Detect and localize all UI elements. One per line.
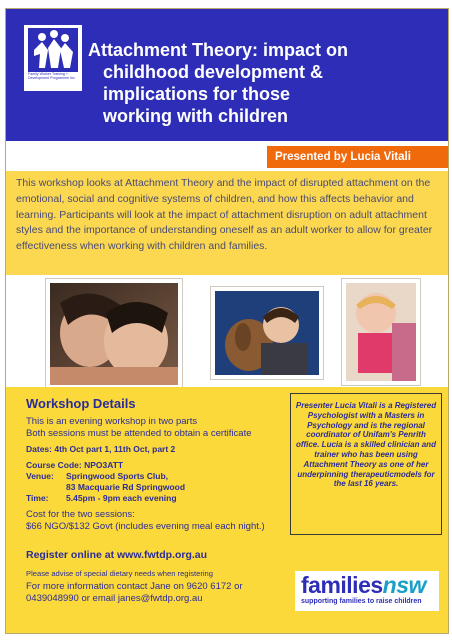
workshop-line-2: Both sessions must be attended to obtain a certificate xyxy=(26,428,252,439)
contact-info: For more information contact Jane on 9620 6172 or 0439048990 or email janes@fwtdp.org.au xyxy=(26,581,243,604)
venue-line-2: 83 Macquarie Rd Springwood xyxy=(66,482,186,492)
photo-toddler xyxy=(342,279,420,385)
dates-value: 4th Oct part 1, 11th Oct, part 2 xyxy=(54,444,176,454)
photo-mother-child xyxy=(46,279,182,389)
workshop-details-heading: Workshop Details xyxy=(26,396,136,411)
people-logo-icon xyxy=(28,28,78,72)
mother-child-image xyxy=(50,283,178,385)
venue-label: Venue: xyxy=(26,471,54,481)
title-line: childhood development & xyxy=(103,62,324,82)
photo-boy-dog xyxy=(211,287,323,379)
title-line: working with children xyxy=(103,106,289,126)
logo-caption: Family Worker Training + Development Programme Inc xyxy=(28,72,75,81)
dates-row xyxy=(26,444,175,455)
register-link[interactable]: Register online at www.fwtdp.org.au xyxy=(26,549,208,561)
venue-line-2-row xyxy=(66,482,185,493)
cost-line-1: Cost for the two sessions: xyxy=(26,509,135,520)
families-nsw-wordmark xyxy=(301,572,426,598)
families-word: families xyxy=(301,572,383,598)
toddler-image xyxy=(346,283,416,381)
boy-dog-image xyxy=(215,291,319,375)
time-value: 5.45pm - 9pm each evening xyxy=(66,493,177,503)
time-label: Time: xyxy=(26,493,49,503)
page-title xyxy=(88,39,442,127)
presented-by-banner: Presented by Lucia Vitali xyxy=(267,146,448,168)
dates-label: Dates: xyxy=(26,444,52,454)
presenter-bio-box xyxy=(290,393,442,535)
workshop-details-section xyxy=(6,387,448,633)
fwtdp-logo xyxy=(24,25,82,91)
intro-section xyxy=(6,171,448,275)
venue-line-1: Springwood Sports Club, xyxy=(66,471,168,481)
header-banner xyxy=(6,9,448,141)
dietary-note: Please advise of special dietary needs when registering xyxy=(26,569,213,578)
presenter-bio: Presenter Lucia Vitali is a Registered Psychologist with a Masters in Psychology and is the regional coordinator of Unifam's Penrith office. Lucia is a skilled clinician and trainer who has been using Attachment Theory as one of her underpinning therapeuticmodels for the last 16 years. xyxy=(295,401,437,489)
families-nsw-logo xyxy=(295,571,439,611)
title-line: implications for those xyxy=(103,84,291,104)
course-code: Course Code: NPO3ATT xyxy=(26,460,124,470)
venue-row xyxy=(26,471,168,482)
flyer-page xyxy=(5,8,449,634)
title-line: Attachment Theory: impact on xyxy=(88,40,349,60)
families-nsw-tagline: supporting families to raise children xyxy=(301,598,422,605)
nsw-word: nsw xyxy=(382,572,426,598)
intro-text: This workshop looks at Attachment Theory and the impact of disrupted attachment on the emotional, social and cognitive systems of children, and how this affects behavior and learning. Participants will look at the impact of attachment disruption on adult attachment styles and the importance of understanding oneself as an adult worker to allow for greater effectiveness when working with children and families. xyxy=(16,177,433,253)
workshop-line-1: This is an evening workshop in two parts xyxy=(26,416,198,427)
cost-line-2: $66 NGO/$132 Govt (includes evening meal each night.) xyxy=(26,521,265,532)
time-row xyxy=(26,493,177,504)
